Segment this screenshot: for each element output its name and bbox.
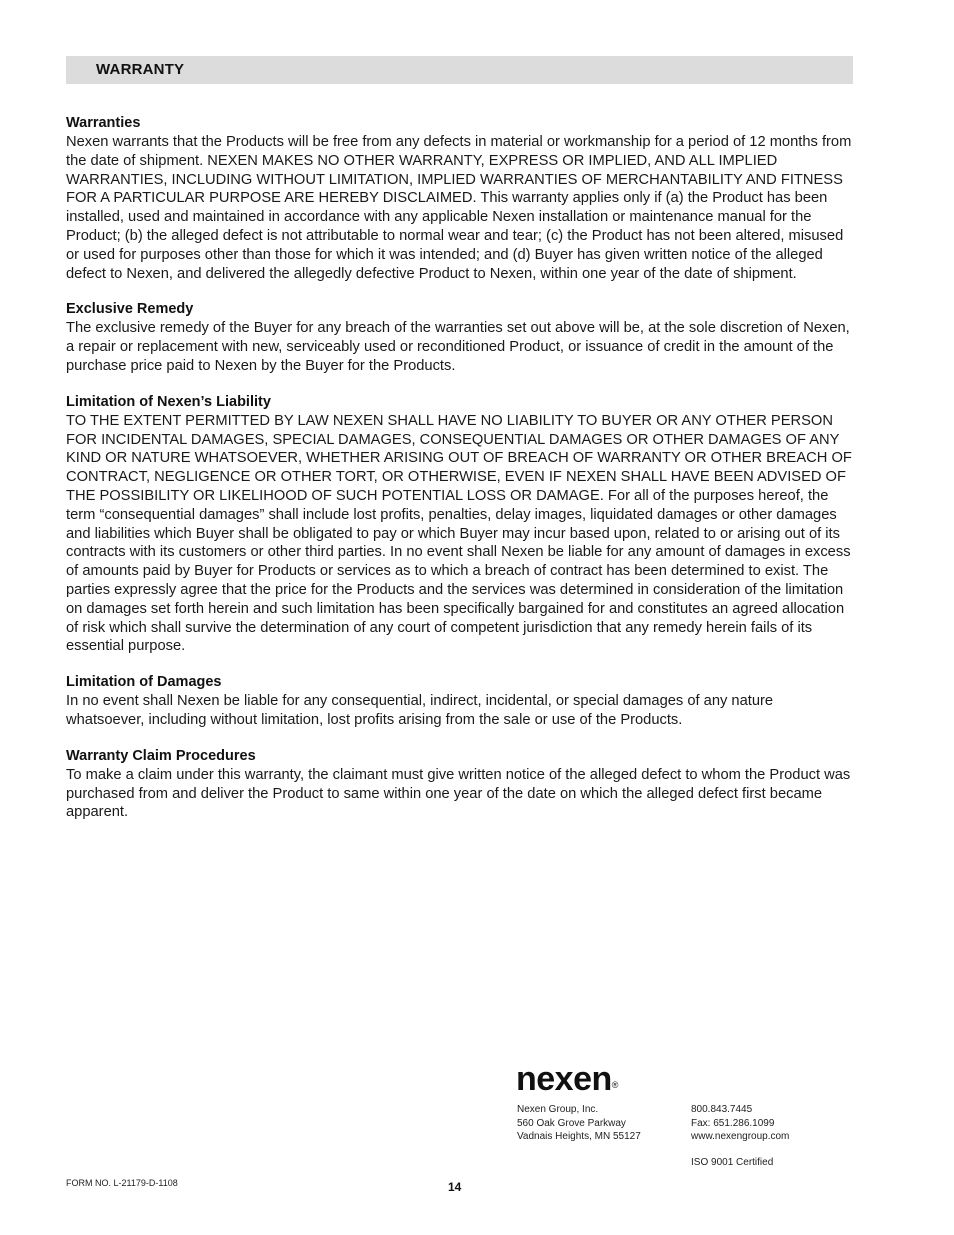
address-line: 560 Oak Grove Parkway — [517, 1117, 626, 1129]
section-body: To make a claim under this warranty, the claimant must give written notice of the alleged defect to whom the Product was purchased from and deliver the Product to same within one year of the date on which the alleged defect first became apparent. — [66, 766, 851, 821]
page-title: WARRANTY — [96, 61, 185, 78]
section-body: Nexen warrants that the Products will be free from any defects in material or workmanship for a period of 12 months from the date of shipment. NEXEN MAKES NO OTHER WARRANTY, EXPRESS OR IMPLIED, AND ALL IMPLIED WARRANTIES, INCLUDING WITHOUT LIMITATION, IMPLIED WARRANTIES OF MERCHANTABILITY AND FITNESS FOR A PARTICULAR PURPOSE ARE HEREBY DISCLAIMED. This warranty applies only if (a) the Product has been installed, used and maintained in accordance with any applicable Nexen installation or maintenance manual for the Product; (b) the alleged defect is not attributable to normal wear and tear; (c) the Product has not been altered, misused or used for purposes other than those for which it was intended; and (d) Buyer has given written notice of the alleged defect to Nexen, and delivered the allegedly defective Product to Nexen, within one year of the date of shipment. — [66, 134, 852, 282]
address-line: Nexen Group, Inc. — [517, 1104, 599, 1115]
section-limitation-of-damages — [66, 673, 852, 730]
iso-certification: ISO 9001 Certified — [691, 1157, 774, 1168]
company-address — [517, 1103, 641, 1144]
section-warranty-claim-procedures — [66, 747, 852, 822]
nexen-logo — [516, 1061, 618, 1105]
section-heading: Warranties — [66, 115, 141, 131]
page-number: 14 — [448, 1180, 462, 1194]
registered-mark: ® — [611, 1080, 618, 1090]
form-number: FORM NO. L-21179-D-1108 — [66, 1178, 178, 1188]
section-exclusive-remedy — [66, 300, 852, 375]
logo-wordmark: nexen — [516, 1060, 612, 1098]
section-body: TO THE EXTENT PERMITTED BY LAW NEXEN SHALL HAVE NO LIABILITY TO BUYER OR ANY OTHER PERSON FOR INCIDENTAL DAMAGES, SPECIAL DAMAGES, CONSEQUENTIAL DAMAGES OR OTHER DAMAGES OF ANY KIND OR NATURE WHATSOEVER, WHETHER ARISING OUT OF BREACH OF WARRANTY OR OTHER BREACH OF CONTRACT, NEGLIGENCE OR OTHER TORT, OR OTHERWISE, EVEN IF NEXEN SHALL HAVE BEEN ADVISED OF THE POSSIBILITY OR LIKELIHOOD OF SUCH POTENTIAL LOSS OR DAMAGE. For all of the purposes hereof, the term “consequential damages” shall include lost profits, penalties, delay images, liquidated damages or other damages and liabilities which Buyer shall be obligated to pay or which Buyer may incur based upon, related to or arising out of its contracts with its customers or other third parties. In no event shall Nexen be liable for any amount of damages in excess of amounts paid by Buyer for Products or services as to which a breach of contract has been determined to exist. The parties expressly agree that the price for the Products and the services was determined in consideration of the limitation on damages set forth herein and such limitation has been specifically bargained for and constitutes an agreed allocation of risk which shall survive the determination of any court of competent jurisdiction that any remedy herein fails of its essential purpose. — [66, 412, 852, 655]
document-body — [66, 114, 852, 839]
section-heading: Warranty Claim Procedures — [66, 747, 256, 764]
section-heading: Exclusive Remedy — [66, 301, 194, 318]
section-warranties — [66, 114, 852, 283]
company-contact — [691, 1103, 789, 1144]
website: www.nexengroup.com — [691, 1131, 790, 1142]
phone-number: 800.843.7445 — [691, 1104, 753, 1115]
section-heading: Limitation of Nexen’s Liability — [66, 393, 271, 410]
section-limitation-of-liability — [66, 393, 852, 656]
address-line: Vadnais Heights, MN 55127 — [517, 1131, 641, 1142]
section-body: In no event shall Nexen be liable for any consequential, indirect, incidental, or special damages of any nature whatsoever, including without limitation, lost profits arising from the sale or use of the Products. — [66, 693, 774, 728]
fax-number: Fax: 651.286.1099 — [691, 1117, 775, 1129]
section-header-bar — [66, 56, 853, 84]
section-heading: Limitation of Damages — [66, 674, 222, 691]
section-body: The exclusive remedy of the Buyer for any breach of the warranties set out above will be, at the sole discretion of Nexen, a repair or replacement with new, serviceably used or reconditioned Product, or issuance of credit in the amount of the purchase price paid to Nexen by the Buyer for the Products. — [66, 320, 850, 374]
